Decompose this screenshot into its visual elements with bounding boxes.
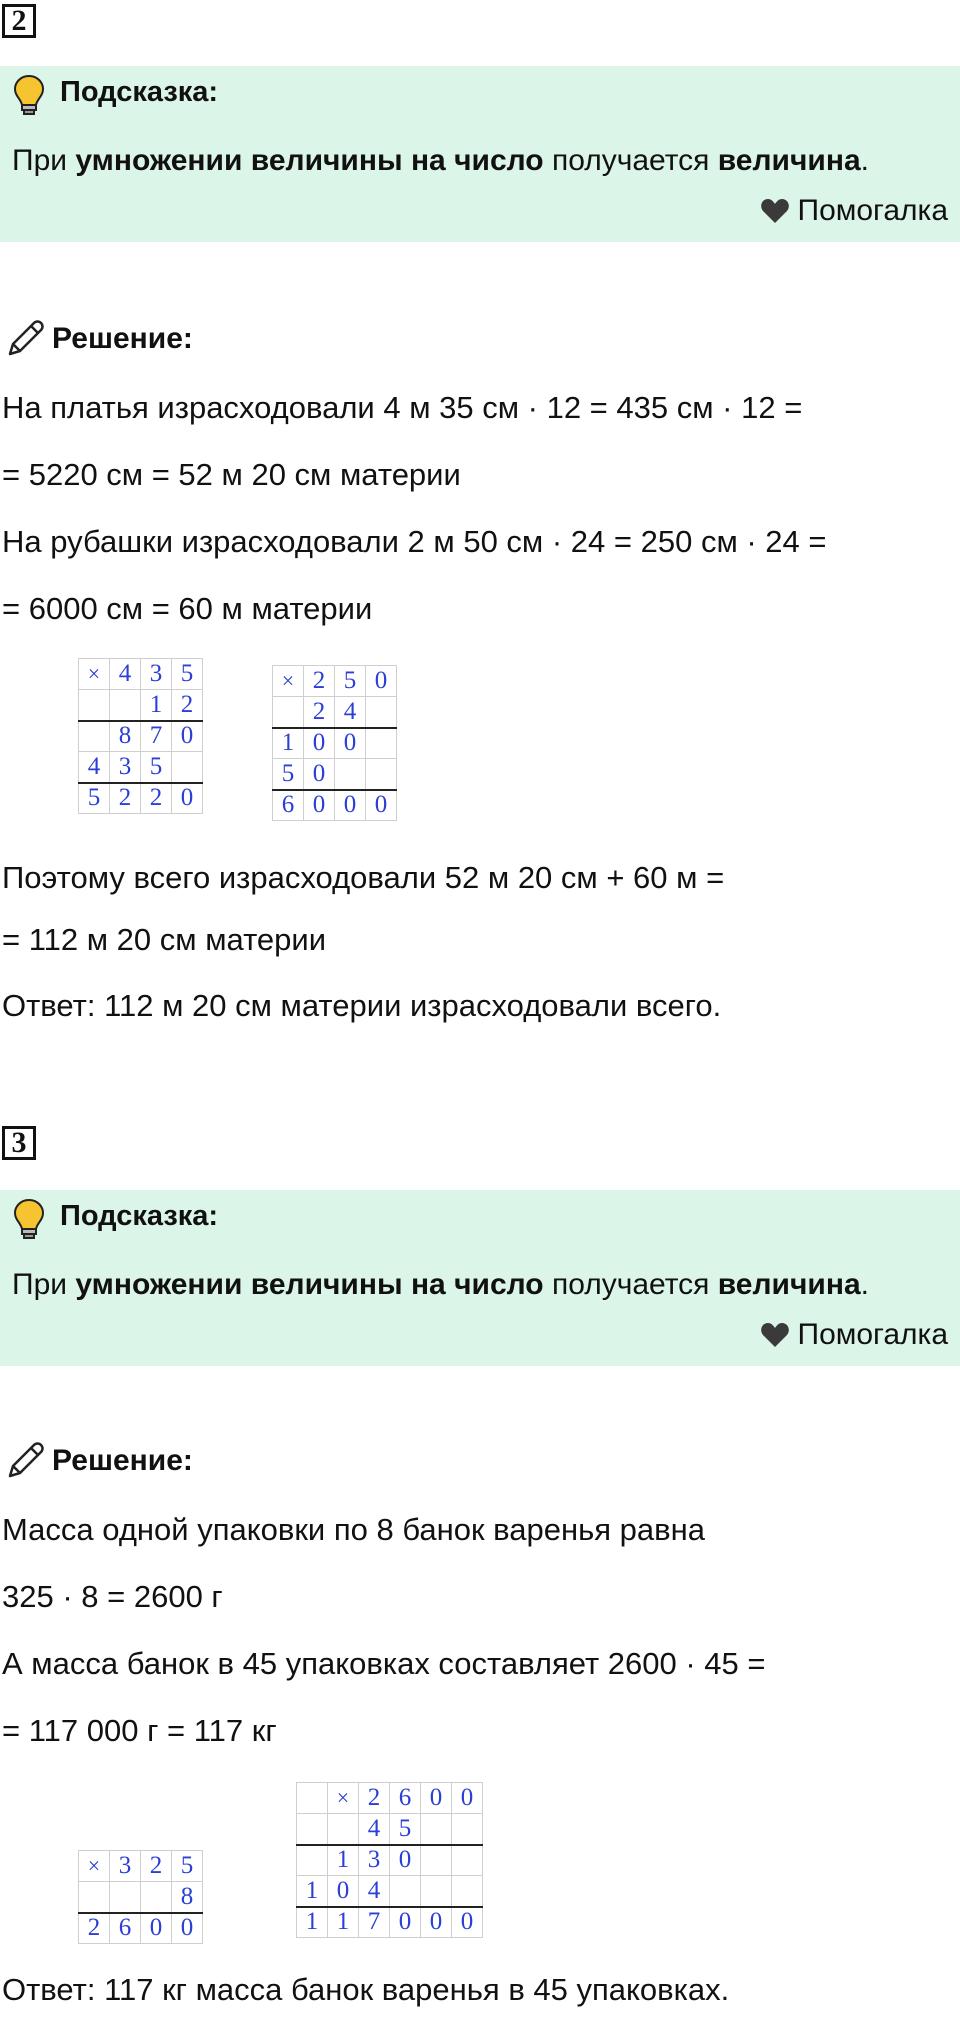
calc-cell: 0 bbox=[304, 790, 335, 821]
calc-cell: 2 bbox=[141, 783, 172, 814]
calc-cell: 1 bbox=[328, 1907, 359, 1938]
calc-cell: 0 bbox=[390, 1907, 421, 1938]
solution-line: = 6000 см = 60 м материи bbox=[2, 591, 373, 626]
calc-cell: 5 bbox=[141, 752, 172, 783]
calc-cell bbox=[421, 1876, 452, 1907]
calc-cell: 0 bbox=[335, 790, 366, 821]
hint-text: При умножении величины на число получается величина. bbox=[12, 1268, 869, 1301]
answer-line: Ответ: 117 кг масса банок варенья в 45 упаковках. bbox=[2, 1972, 730, 2007]
calc-cell: 6 bbox=[390, 1783, 421, 1814]
calc-cell: 6 bbox=[273, 790, 304, 821]
multiplication-table bbox=[296, 1782, 483, 1938]
calc-cell: 0 bbox=[172, 783, 203, 814]
calc-cell: 5 bbox=[79, 783, 110, 814]
calc-cell: 3 bbox=[141, 659, 172, 690]
calc-cell: × bbox=[79, 659, 110, 690]
calc-cell bbox=[172, 752, 203, 783]
calc-cell: 1 bbox=[141, 690, 172, 721]
calc-cell bbox=[79, 1882, 110, 1913]
calc-cell bbox=[297, 1845, 328, 1876]
calc-cell bbox=[421, 1814, 452, 1845]
pencil-icon bbox=[4, 1440, 46, 1482]
hint-title: Подсказка: bbox=[60, 76, 219, 108]
hint-title: Подсказка: bbox=[60, 1200, 219, 1232]
calc-cell: × bbox=[328, 1783, 359, 1814]
calc-cell bbox=[452, 1845, 483, 1876]
helper-label: Помогалка bbox=[797, 1318, 948, 1351]
solution-line: Масса одной упаковки по 8 банок варенья равна bbox=[2, 1512, 705, 1547]
calc-cell: 1 bbox=[273, 728, 304, 759]
calc-cell bbox=[297, 1814, 328, 1845]
calc-cell bbox=[297, 1783, 328, 1814]
solution-line: = 117 000 г = 117 кг bbox=[2, 1713, 277, 1748]
solution-line: = 112 м 20 см материи bbox=[2, 922, 327, 957]
calc-cell: 2 bbox=[359, 1783, 390, 1814]
lightbulb-icon bbox=[12, 74, 46, 116]
calc-cell: 2 bbox=[110, 783, 141, 814]
calc-cell: × bbox=[273, 666, 304, 697]
heart-icon bbox=[760, 1322, 790, 1348]
calc-cell bbox=[421, 1845, 452, 1876]
calc-cell bbox=[110, 1882, 141, 1913]
calc-cell: 1 bbox=[297, 1876, 328, 1907]
calc-cell: 4 bbox=[335, 697, 366, 728]
calc-cell: 8 bbox=[110, 721, 141, 752]
calc-cell: × bbox=[79, 1851, 110, 1882]
calc-cell: 2 bbox=[304, 697, 335, 728]
calc-cell: 3 bbox=[359, 1845, 390, 1876]
calc-cell bbox=[366, 697, 397, 728]
calc-cell: 0 bbox=[141, 1913, 172, 1944]
calc-cell: 6 bbox=[110, 1913, 141, 1944]
solution-line: 325 · 8 = 2600 г bbox=[2, 1579, 223, 1614]
helper-link[interactable] bbox=[760, 1318, 949, 1352]
calc-cell: 3 bbox=[110, 752, 141, 783]
calc-cell bbox=[110, 690, 141, 721]
calc-cell: 8 bbox=[172, 1882, 203, 1913]
calc-cell: 4 bbox=[110, 659, 141, 690]
calc-cell: 0 bbox=[390, 1845, 421, 1876]
calc-cell: 0 bbox=[304, 728, 335, 759]
solution-line: А масса банок в 45 упаковках составляет 2600 · 45 = bbox=[2, 1646, 766, 1681]
calc-cell bbox=[366, 759, 397, 790]
pencil-icon bbox=[4, 318, 46, 360]
calc-cell: 5 bbox=[390, 1814, 421, 1845]
calc-cell: 0 bbox=[421, 1907, 452, 1938]
calc-cell: 5 bbox=[172, 659, 203, 690]
calc-cell bbox=[273, 697, 304, 728]
multiplication-table bbox=[78, 1850, 203, 1944]
calc-cell: 0 bbox=[421, 1783, 452, 1814]
solution-title: Решение: bbox=[52, 322, 193, 355]
hint-text: При умножении величины на число получается величина. bbox=[12, 144, 869, 177]
calc-cell: 3 bbox=[110, 1851, 141, 1882]
calc-cell: 2 bbox=[172, 690, 203, 721]
calc-cell: 4 bbox=[79, 752, 110, 783]
calc-cell: 2 bbox=[141, 1851, 172, 1882]
calc-cell: 0 bbox=[335, 728, 366, 759]
calc-cell: 4 bbox=[359, 1876, 390, 1907]
calc-cell: 1 bbox=[297, 1907, 328, 1938]
calc-cell: 5 bbox=[172, 1851, 203, 1882]
calc-cell: 2 bbox=[304, 666, 335, 697]
calc-cell bbox=[79, 721, 110, 752]
calc-cell: 4 bbox=[359, 1814, 390, 1845]
calc-cell bbox=[452, 1814, 483, 1845]
calc-cell bbox=[452, 1876, 483, 1907]
calc-cell bbox=[390, 1876, 421, 1907]
calc-cell: 0 bbox=[172, 721, 203, 752]
task-number: 2 bbox=[2, 4, 36, 38]
calc-cell: 5 bbox=[335, 666, 366, 697]
calc-cell: 0 bbox=[328, 1876, 359, 1907]
helper-label: Помогалка bbox=[797, 194, 948, 227]
solution-line: На платья израсходовали 4 м 35 см · 12 = 435 см · 12 = bbox=[2, 390, 803, 425]
calc-cell: 7 bbox=[359, 1907, 390, 1938]
answer-line: Ответ: 112 м 20 см материи израсходовали всего. bbox=[2, 988, 722, 1023]
multiplication-table bbox=[272, 665, 397, 821]
task-number: 3 bbox=[2, 1126, 36, 1160]
calc-cell: 0 bbox=[304, 759, 335, 790]
calc-cell: 0 bbox=[366, 790, 397, 821]
heart-icon bbox=[760, 198, 790, 224]
hint-box bbox=[0, 1190, 960, 1366]
calc-cell: 0 bbox=[172, 1913, 203, 1944]
calc-cell bbox=[79, 690, 110, 721]
calc-cell: 7 bbox=[141, 721, 172, 752]
calc-cell: 0 bbox=[452, 1907, 483, 1938]
calc-cell: 1 bbox=[328, 1845, 359, 1876]
calc-cell bbox=[335, 759, 366, 790]
calc-cell bbox=[141, 1882, 172, 1913]
lightbulb-icon bbox=[12, 1198, 46, 1240]
calc-cell: 0 bbox=[366, 666, 397, 697]
helper-link[interactable] bbox=[760, 194, 949, 228]
calc-cell: 5 bbox=[273, 759, 304, 790]
multiplication-table bbox=[78, 658, 203, 814]
calc-cell: 2 bbox=[79, 1913, 110, 1944]
hint-box bbox=[0, 66, 960, 242]
solution-line: Поэтому всего израсходовали 52 м 20 см + 60 м = bbox=[2, 860, 725, 895]
calc-cell bbox=[328, 1814, 359, 1845]
solution-line: На рубашки израсходовали 2 м 50 см · 24 = 250 см · 24 = bbox=[2, 524, 827, 559]
solution-title: Решение: bbox=[52, 1444, 193, 1477]
calc-cell bbox=[366, 728, 397, 759]
solution-line: = 5220 см = 52 м 20 см материи bbox=[2, 457, 461, 492]
calc-cell: 0 bbox=[452, 1783, 483, 1814]
